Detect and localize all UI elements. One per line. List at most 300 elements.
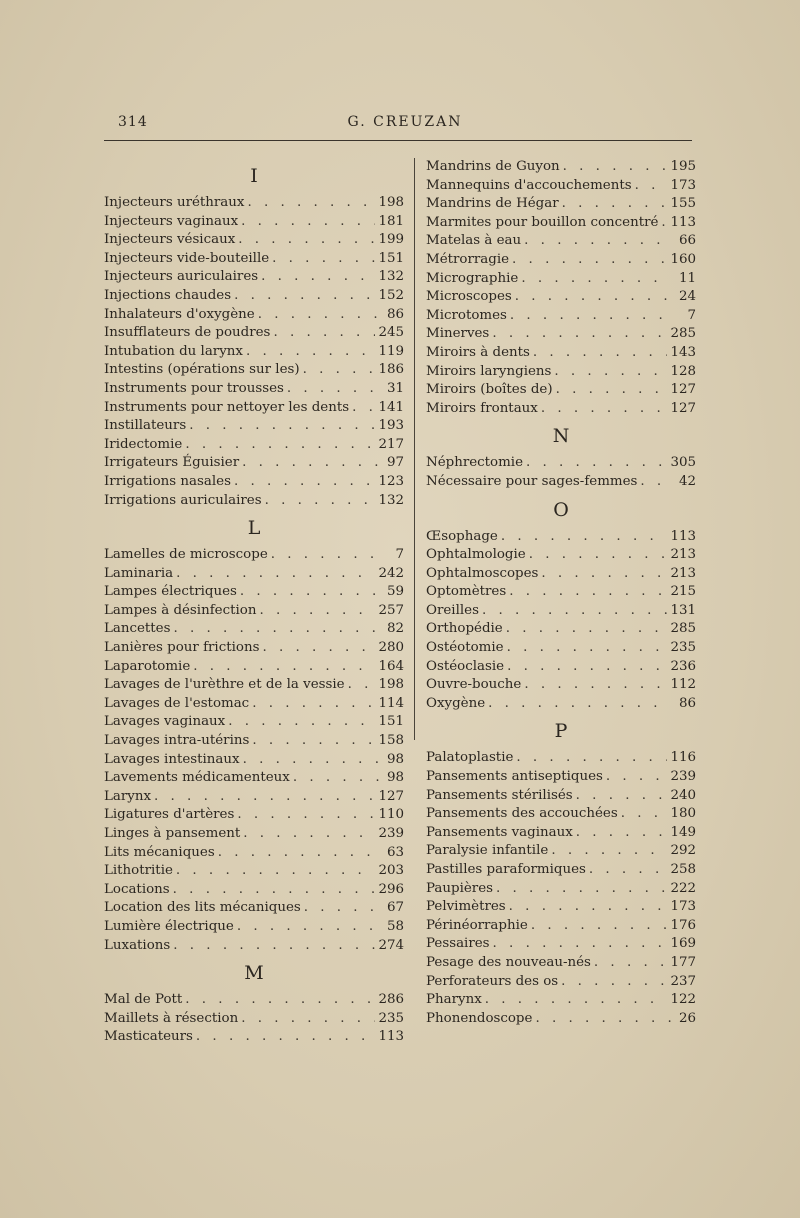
entry-term: Périnéorraphie [426, 917, 528, 933]
entry-page-number: 280 [378, 640, 404, 656]
entry-page-number: 98 [386, 751, 404, 767]
entry-page-number: 217 [378, 436, 404, 452]
leader-dots [193, 658, 375, 677]
leader-dots [293, 769, 379, 788]
entry-term: Mandrins de Hégar [426, 196, 559, 212]
entry-page-number: 177 [670, 954, 696, 970]
leader-dots [228, 713, 375, 732]
entry-term: Matelas à eau [426, 233, 522, 249]
leader-dots [259, 602, 375, 621]
entry-term: Phonendoscope [426, 1010, 533, 1026]
entry-page-number: 113 [670, 528, 696, 544]
index-entry [104, 324, 404, 343]
index-entry [104, 788, 404, 807]
index-entry [426, 805, 696, 824]
entry-term: Pansements vaginaux [426, 824, 573, 840]
leader-dots [524, 232, 671, 251]
entry-term: Location des lits mécaniques [104, 900, 301, 916]
leader-dots [529, 546, 668, 565]
entry-page-number: 152 [378, 287, 404, 303]
index-entry [426, 214, 696, 233]
leader-dots [509, 583, 667, 602]
entry-term: Miroirs laryngiens [426, 363, 552, 379]
leader-dots [247, 194, 375, 213]
index-entry [104, 454, 404, 473]
entry-page-number: 119 [378, 343, 404, 359]
index-entry [104, 306, 404, 325]
entry-term: Optomètres [426, 584, 507, 600]
entry-term: Métrorragie [426, 251, 510, 267]
index-entry [426, 898, 696, 917]
leader-dots [262, 639, 375, 658]
index-entry [426, 232, 696, 251]
entry-term: Lamelles de microscope [104, 547, 268, 563]
entry-term: Linges à pansement [104, 826, 241, 841]
leader-dots [635, 177, 668, 196]
entry-page-number: 151 [378, 714, 404, 730]
index-entry [104, 1010, 404, 1029]
leader-dots [594, 954, 668, 973]
entry-page-number: 169 [670, 936, 696, 952]
index-entry [104, 473, 404, 492]
entry-term: Palatoplastie [426, 750, 514, 766]
leader-dots [556, 381, 668, 400]
entry-term: Injecteurs uréthraux [104, 195, 245, 210]
entry-term: Mandrins de Guyon [426, 159, 560, 174]
index-column-right [426, 158, 696, 1028]
column-divider [414, 158, 415, 740]
entry-term: Irrigations auriculaires [104, 492, 262, 508]
index-entry [426, 842, 696, 861]
leader-dots [501, 528, 668, 547]
entry-page-number: 127 [670, 400, 696, 416]
entry-term: Lavages de l'urèthre et de la vessie [104, 677, 345, 693]
entry-page-number: 116 [670, 750, 696, 766]
index-column-left [104, 158, 404, 1047]
entry-page-number: 186 [378, 362, 404, 378]
index-entry [426, 917, 696, 936]
index-entry [104, 268, 404, 287]
index-entry [426, 177, 696, 196]
entry-term: Insufflateurs de poudres [104, 325, 271, 341]
leader-dots [271, 546, 379, 565]
entry-term: Lampes électriques [104, 584, 237, 600]
entry-page-number: 66 [678, 233, 696, 249]
entry-page-number: 296 [378, 881, 404, 897]
index-entry [426, 344, 696, 363]
entry-page-number: 132 [378, 269, 404, 285]
leader-dots [640, 473, 671, 492]
leader-dots [493, 935, 668, 954]
entry-term: Laminaria [104, 565, 174, 581]
index-entry [426, 935, 696, 954]
leader-dots [287, 380, 379, 399]
entry-term: Lanières pour frictions [104, 640, 260, 656]
entry-page-number: 141 [378, 399, 404, 415]
leader-dots [173, 620, 379, 639]
index-entry [104, 844, 404, 863]
index-entry [104, 713, 404, 732]
leader-dots [234, 473, 375, 492]
entry-term: Injecteurs auriculaires [104, 269, 259, 285]
index-entry [426, 768, 696, 787]
leader-dots [261, 268, 375, 287]
index-entry [104, 862, 404, 881]
entry-page-number: 112 [670, 677, 696, 693]
entry-term: Injecteurs vide-bouteille [104, 250, 270, 266]
entry-term: Miroirs à dents [426, 344, 530, 360]
entry-term: Injecteurs vaginaux [104, 213, 239, 229]
entry-page-number: 127 [670, 382, 696, 398]
leader-dots [576, 824, 668, 843]
entry-term: Intestins (opérations sur les) [104, 362, 300, 378]
index-entry [104, 676, 404, 695]
header-rule [104, 140, 692, 141]
index-entry [104, 937, 404, 956]
entry-term: Microscopes [426, 289, 512, 305]
index-entry [104, 991, 404, 1010]
leader-dots [243, 751, 379, 770]
entry-page-number: 199 [378, 232, 404, 248]
leader-dots [554, 363, 667, 382]
entry-term: Mal de Pott [104, 992, 183, 1008]
entry-page-number: 258 [670, 862, 696, 877]
leader-dots [535, 1010, 671, 1029]
leader-dots [621, 805, 668, 824]
leader-dots [185, 991, 375, 1010]
leader-dots [348, 676, 376, 695]
leader-dots [531, 917, 668, 936]
entry-term: Locations [104, 881, 170, 897]
entry-term: Pansements stérilisés [426, 787, 573, 803]
index-entry [104, 658, 404, 677]
entry-term: Lavages intra-utérins [104, 733, 250, 749]
index-entry [104, 825, 404, 844]
index-entry [426, 676, 696, 695]
index-entry [104, 602, 404, 621]
leader-dots [303, 361, 376, 380]
entry-term: Pesage des nouveau-nés [426, 954, 591, 970]
index-entry [104, 583, 404, 602]
leader-dots [241, 213, 375, 232]
entry-page-number: 193 [378, 418, 404, 434]
leader-dots [488, 695, 671, 714]
leader-dots [238, 231, 375, 250]
leader-dots [185, 436, 375, 455]
index-entry [426, 251, 696, 270]
index-entry [104, 250, 404, 269]
leader-dots [510, 307, 671, 326]
entry-page-number: 7 [395, 547, 404, 563]
entry-page-number: 242 [378, 565, 404, 581]
index-entry [104, 769, 404, 788]
index-entry [104, 918, 404, 937]
leader-dots [246, 343, 375, 362]
entry-page-number: 11 [678, 270, 696, 286]
entry-page-number: 235 [378, 1010, 404, 1026]
leader-dots [516, 749, 667, 768]
index-entry [104, 899, 404, 918]
entry-term: Pelvimètres [426, 899, 506, 915]
index-entry [426, 400, 696, 419]
entry-page-number: 58 [386, 918, 404, 934]
index-entry [426, 861, 696, 880]
section-letter: L [247, 517, 261, 540]
index-entry [426, 363, 696, 382]
index-entry [426, 749, 696, 768]
leader-dots [541, 400, 668, 419]
entry-page-number: 128 [670, 363, 696, 379]
entry-term: Mannequins d'accouchements [426, 177, 632, 193]
entry-term: Orthopédie [426, 621, 503, 637]
leader-dots [496, 880, 667, 899]
entry-page-number: 59 [386, 584, 404, 600]
entry-page-number: 285 [670, 326, 696, 342]
entry-page-number: 26 [678, 1010, 696, 1026]
section-letter: M [244, 962, 264, 985]
entry-term: Néphrectomie [426, 455, 524, 471]
leader-dots [272, 250, 375, 269]
entry-term: Lancettes [104, 621, 171, 637]
index-entry [104, 492, 404, 511]
index-entry [426, 546, 696, 565]
entry-page-number: 113 [670, 214, 696, 230]
entry-term: Miroirs (boîtes de) [426, 382, 553, 398]
leader-dots [526, 454, 667, 473]
entry-term: Inhalateurs d'oxygène [104, 306, 255, 322]
leader-dots [506, 620, 668, 639]
entry-page-number: 235 [670, 640, 696, 656]
section-letter: P [554, 720, 568, 743]
entry-term: Injections chaudes [104, 287, 232, 303]
index-entry [104, 620, 404, 639]
leader-dots [352, 399, 375, 418]
index-entry [426, 991, 696, 1010]
entry-term: Microtomes [426, 307, 507, 323]
index-entry [426, 1010, 696, 1029]
leader-dots [242, 454, 379, 473]
entry-page-number: 143 [670, 344, 696, 360]
index-entry [104, 639, 404, 658]
entry-page-number: 213 [670, 565, 696, 581]
index-entry [426, 454, 696, 473]
leader-dots [507, 639, 668, 658]
leader-dots [492, 325, 667, 344]
entry-page-number: 176 [670, 917, 696, 933]
entry-page-number: 86 [678, 695, 696, 711]
entry-page-number: 122 [670, 992, 696, 1008]
index-entry [426, 158, 696, 177]
entry-term: Lithotritie [104, 863, 173, 879]
index-entry [426, 565, 696, 584]
leader-dots [533, 344, 668, 363]
leader-dots [485, 991, 668, 1010]
entry-page-number: 7 [687, 307, 696, 323]
index-entry [104, 546, 404, 565]
index-entry [426, 473, 696, 492]
index-entry [426, 528, 696, 547]
entry-term: Laparotomie [104, 658, 191, 674]
leader-dots [176, 565, 375, 584]
index-entry [104, 231, 404, 250]
entry-page-number: 42 [678, 473, 696, 489]
leader-dots [265, 492, 376, 511]
entry-term: Ostéoclasie [426, 658, 505, 674]
index-entry [104, 751, 404, 770]
entry-page-number: 198 [378, 195, 404, 210]
entry-page-number: 131 [670, 602, 696, 618]
leader-dots [196, 1028, 376, 1047]
entry-page-number: 24 [678, 289, 696, 305]
leader-dots [524, 676, 667, 695]
index-entry [426, 824, 696, 843]
entry-page-number: 257 [378, 602, 404, 618]
entry-term: Lavages de l'estomac [104, 695, 250, 711]
entry-page-number: 110 [378, 807, 404, 823]
entry-page-number: 97 [386, 455, 404, 471]
index-entry [426, 620, 696, 639]
entry-page-number: 195 [670, 159, 696, 174]
index-entry [104, 213, 404, 232]
index-entry [104, 287, 404, 306]
entry-page-number: 180 [670, 806, 696, 822]
entry-page-number: 67 [386, 900, 404, 916]
entry-term: Ligatures d'artères [104, 807, 235, 823]
entry-term: Lavages vaginaux [104, 714, 226, 730]
entry-term: Larynx [104, 788, 152, 804]
leader-dots [173, 881, 376, 900]
leader-dots [541, 565, 667, 584]
entry-page-number: 114 [378, 695, 404, 711]
entry-term: Ophtalmoscopes [426, 565, 539, 581]
entry-page-number: 198 [378, 677, 404, 693]
entry-term: Maillets à résection [104, 1010, 239, 1026]
entry-page-number: 149 [670, 824, 696, 840]
leader-dots [243, 825, 375, 844]
leader-dots [606, 768, 668, 787]
index-entry [426, 787, 696, 806]
leader-dots [507, 658, 667, 677]
entry-term: Masticateurs [104, 1029, 193, 1045]
entry-term: Instillateurs [104, 418, 187, 434]
entry-term: Oxygène [426, 695, 486, 711]
entry-page-number: 127 [378, 788, 404, 804]
entry-term: Injecteurs vésicaux [104, 232, 236, 248]
entry-term: Instruments pour trousses [104, 380, 284, 396]
entry-page-number: 155 [670, 196, 696, 212]
page-number: 314 [118, 114, 148, 130]
entry-term: Luxations [104, 937, 171, 953]
entry-page-number: 274 [378, 937, 404, 953]
index-entry [426, 270, 696, 289]
entry-page-number: 239 [670, 769, 696, 785]
entry-page-number: 82 [386, 621, 404, 637]
entry-term: Ouvre-bouche [426, 677, 522, 693]
index-entry [426, 973, 696, 992]
entry-term: Miroirs frontaux [426, 400, 538, 416]
index-entry [426, 583, 696, 602]
leader-dots [240, 583, 379, 602]
leader-dots [509, 898, 668, 917]
entry-page-number: 292 [670, 843, 696, 859]
leader-dots [482, 602, 667, 621]
entry-term: Nécessaire pour sages-femmes [426, 473, 638, 489]
entry-term: Lavements médicamenteux [104, 770, 290, 786]
section-letter: I [250, 165, 258, 187]
index-entry [426, 325, 696, 344]
leader-dots [304, 899, 379, 918]
entry-term: Micrographie [426, 270, 519, 286]
section-letter: N [552, 425, 570, 448]
index-entry [104, 194, 404, 213]
leader-dots [218, 844, 379, 863]
leader-dots [562, 195, 668, 214]
entry-page-number: 285 [670, 621, 696, 637]
entry-page-number: 173 [670, 177, 696, 193]
section-letter: O [553, 498, 569, 521]
index-entry [104, 695, 404, 714]
index-entry [426, 602, 696, 621]
entry-term: Lavages intestinaux [104, 751, 240, 767]
index-entry [104, 343, 404, 362]
leader-dots [589, 861, 668, 880]
leader-dots [551, 842, 667, 861]
leader-dots [661, 214, 667, 233]
index-entry [104, 436, 404, 455]
running-title: G. CREUZAN [347, 114, 463, 130]
entry-page-number: 151 [378, 250, 404, 266]
index-entry [426, 381, 696, 400]
entry-term: Instruments pour nettoyer les dents [104, 399, 350, 415]
leader-dots [189, 417, 375, 436]
leader-dots [176, 862, 376, 881]
entry-page-number: 31 [386, 380, 404, 396]
entry-page-number: 86 [386, 306, 404, 322]
index-entry [104, 380, 404, 399]
index-entry [104, 806, 404, 825]
leader-dots [237, 918, 379, 937]
entry-term: Pansements des accouchées [426, 806, 618, 822]
entry-term: Marmites pour bouillon concentré [426, 214, 659, 230]
index-entry [426, 658, 696, 677]
running-header [118, 114, 692, 136]
entry-term: Ophtalmologie [426, 547, 526, 563]
entry-page-number: 113 [378, 1029, 404, 1045]
index-entry [426, 954, 696, 973]
entry-term: Oreilles [426, 602, 479, 618]
leader-dots [515, 288, 671, 307]
entry-page-number: 239 [378, 826, 404, 841]
entry-term: Irrigateurs Éguisier [104, 455, 240, 471]
entry-page-number: 123 [378, 473, 404, 489]
entry-term: Paralysie infantile [426, 843, 549, 859]
entry-page-number: 245 [378, 325, 404, 341]
entry-page-number: 203 [378, 863, 404, 879]
entry-page-number: 240 [670, 787, 696, 803]
entry-term: Œsophage [426, 528, 498, 544]
entry-page-number: 173 [670, 899, 696, 915]
entry-page-number: 286 [378, 992, 404, 1008]
entry-term: Pharynx [426, 992, 482, 1008]
entry-page-number: 236 [670, 658, 696, 674]
entry-page-number: 164 [378, 658, 404, 674]
leader-dots [521, 270, 671, 289]
entry-term: Minerves [426, 326, 490, 342]
entry-term: Intubation du larynx [104, 343, 243, 359]
leader-dots [234, 287, 375, 306]
entry-page-number: 213 [670, 547, 696, 563]
leader-dots [563, 158, 668, 177]
